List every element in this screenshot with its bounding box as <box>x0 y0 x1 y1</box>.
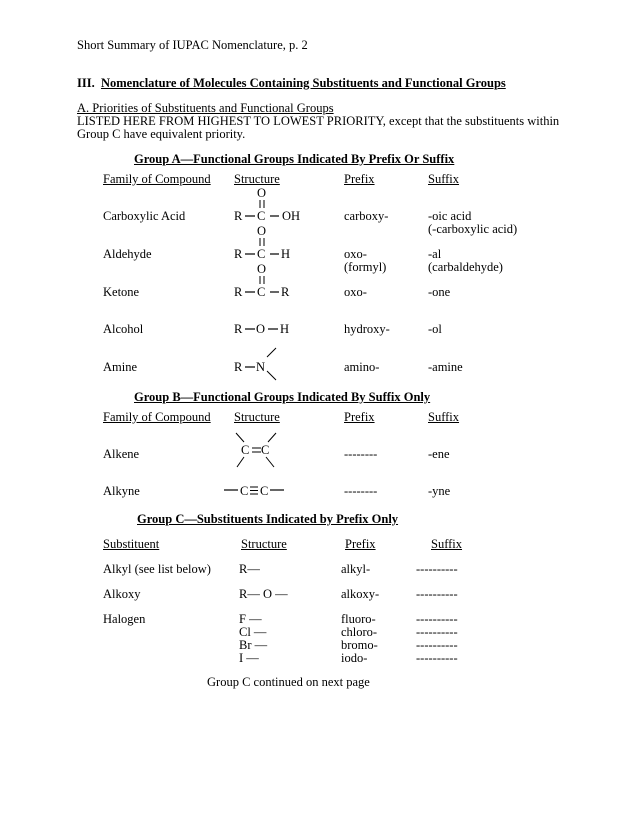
group-c-header-structure: Structure <box>241 537 287 551</box>
structure-alkoxy: R— O — <box>239 587 288 601</box>
atom-c1: C <box>240 484 249 498</box>
structure-iodo: I — <box>239 651 259 665</box>
group-a-header-suffix: Suffix <box>428 172 460 186</box>
atom-r: R <box>234 247 243 261</box>
atom-o: O <box>256 322 266 336</box>
double-bond-icon <box>234 224 314 264</box>
atom-c2: C <box>260 484 269 498</box>
section-title <box>77 76 506 90</box>
suffix-oic-acid: -oic acid <box>428 209 472 223</box>
family-alkyne: Alkyne <box>103 484 140 498</box>
atom-r: R <box>234 360 243 374</box>
suffix-yne: -yne <box>428 484 451 498</box>
prefix-hydroxy: hydroxy- <box>344 322 390 336</box>
double-bond-icon <box>234 262 314 302</box>
atom-o: O <box>257 262 267 276</box>
atom-n: N <box>256 360 266 374</box>
atom-c2: C <box>261 443 270 457</box>
group-c-header-substituent: Substituent <box>103 537 160 551</box>
atom-oh: OH <box>282 209 301 223</box>
prefix-oxo: oxo- <box>344 247 367 261</box>
prefix-oxo-ketone: oxo- <box>344 285 367 299</box>
prefix-chloro: chloro- <box>341 625 378 639</box>
suffix-alkyl: ---------- <box>416 562 458 576</box>
atom-r: R <box>234 322 243 336</box>
atom-o: O <box>257 186 267 200</box>
suffix-carbaldehyde: (carbaldehyde) <box>428 260 503 274</box>
prefix-carboxy: carboxy- <box>344 209 389 223</box>
group-b-header-structure: Structure <box>234 410 280 424</box>
amine-bonds-icon <box>234 343 314 383</box>
alkene-bonds-icon <box>228 428 288 472</box>
structure-carboxylic-acid <box>234 186 314 226</box>
structure-alkyne <box>222 483 292 499</box>
family-amine: Amine <box>103 360 138 374</box>
prefix-iodo: iodo- <box>341 651 368 665</box>
structure-aldehyde <box>234 224 314 264</box>
prefix-alkyl: alkyl- <box>341 562 371 576</box>
prefix-alkene: -------- <box>344 447 378 461</box>
structure-chloro: Cl — <box>239 625 267 639</box>
subsection-line-1: LISTED HERE FROM HIGHEST TO LOWEST PRIORITY, except that the substituents within <box>77 114 560 128</box>
structure-amine <box>234 343 314 383</box>
atom-r: R <box>234 209 243 223</box>
double-bond-icon <box>234 186 314 226</box>
family-alcohol: Alcohol <box>103 322 144 336</box>
group-c-title: Group C—Substituents Indicated by Prefix Only <box>137 512 399 526</box>
single-bond-icon <box>234 322 314 338</box>
group-a-title: Group A—Functional Groups Indicated By Prefix Or Suffix <box>134 152 455 166</box>
family-carboxylic-acid: Carboxylic Acid <box>103 209 186 223</box>
suffix-one: -one <box>428 285 451 299</box>
atom-h: H <box>281 247 291 261</box>
suffix-ol: -ol <box>428 322 442 336</box>
group-b-header-prefix: Prefix <box>344 410 375 424</box>
atom-r: R <box>234 285 243 299</box>
group-a-header-structure: Structure <box>234 172 280 186</box>
suffix-fluoro: ---------- <box>416 612 458 626</box>
suffix-ene: -ene <box>428 447 450 461</box>
prefix-bromo: bromo- <box>341 638 378 652</box>
structure-alkyl: R— <box>239 562 260 576</box>
suffix-iodo: ---------- <box>416 651 458 665</box>
prefix-fluoro: fluoro- <box>341 612 376 626</box>
family-aldehyde: Aldehyde <box>103 247 152 261</box>
atom-c: C <box>257 247 266 261</box>
page-footer: Group C continued on next page <box>207 675 370 689</box>
section-number: III. <box>77 76 95 90</box>
group-c-header-suffix: Suffix <box>431 537 463 551</box>
atom-c: C <box>257 209 266 223</box>
prefix-amino: amino- <box>344 360 380 374</box>
suffix-chloro: ---------- <box>416 625 458 639</box>
group-a-header-prefix: Prefix <box>344 172 375 186</box>
family-ketone: Ketone <box>103 285 140 299</box>
triple-bond-icon <box>222 483 292 499</box>
structure-fluoro: F — <box>239 612 262 626</box>
suffix-al: -al <box>428 247 442 261</box>
substituent-alkoxy: Alkoxy <box>103 587 141 601</box>
substituent-alkyl: Alkyl (see list below) <box>103 562 211 576</box>
atom-o: O <box>257 224 267 238</box>
group-b-header-family: Family of Compound <box>103 410 211 424</box>
substituent-halogen: Halogen <box>103 612 146 626</box>
subsection-line-2: Group C have equivalent priority. <box>77 127 246 141</box>
suffix-carboxylic-acid: (-carboxylic acid) <box>428 222 518 236</box>
section-heading: Nomenclature of Molecules Containing Substituents and Functional Groups <box>100 76 506 90</box>
atom-r2: R <box>281 285 290 299</box>
group-c-header-prefix: Prefix <box>345 537 376 551</box>
atom-c: C <box>257 285 266 299</box>
structure-alcohol <box>234 322 314 338</box>
suffix-alkoxy: ---------- <box>416 587 458 601</box>
subsection-heading: A. Priorities of Substituents and Functional Groups <box>77 101 334 115</box>
structure-ketone <box>234 262 314 302</box>
family-alkene: Alkene <box>103 447 140 461</box>
prefix-formyl: (formyl) <box>344 260 387 274</box>
group-b-title: Group B—Functional Groups Indicated By Suffix Only <box>134 390 431 404</box>
atom-h: H <box>280 322 290 336</box>
structure-bromo: Br — <box>239 638 268 652</box>
prefix-alkyne: -------- <box>344 484 378 498</box>
group-b-header-suffix: Suffix <box>428 410 460 424</box>
suffix-amine: -amine <box>428 360 463 374</box>
group-a-header-family: Family of Compound <box>103 172 211 186</box>
atom-c1: C <box>241 443 250 457</box>
suffix-bromo: ---------- <box>416 638 458 652</box>
structure-alkene <box>228 428 288 472</box>
page-header: Short Summary of IUPAC Nomenclature, p. 2 <box>77 38 308 52</box>
prefix-alkoxy: alkoxy- <box>341 587 380 601</box>
